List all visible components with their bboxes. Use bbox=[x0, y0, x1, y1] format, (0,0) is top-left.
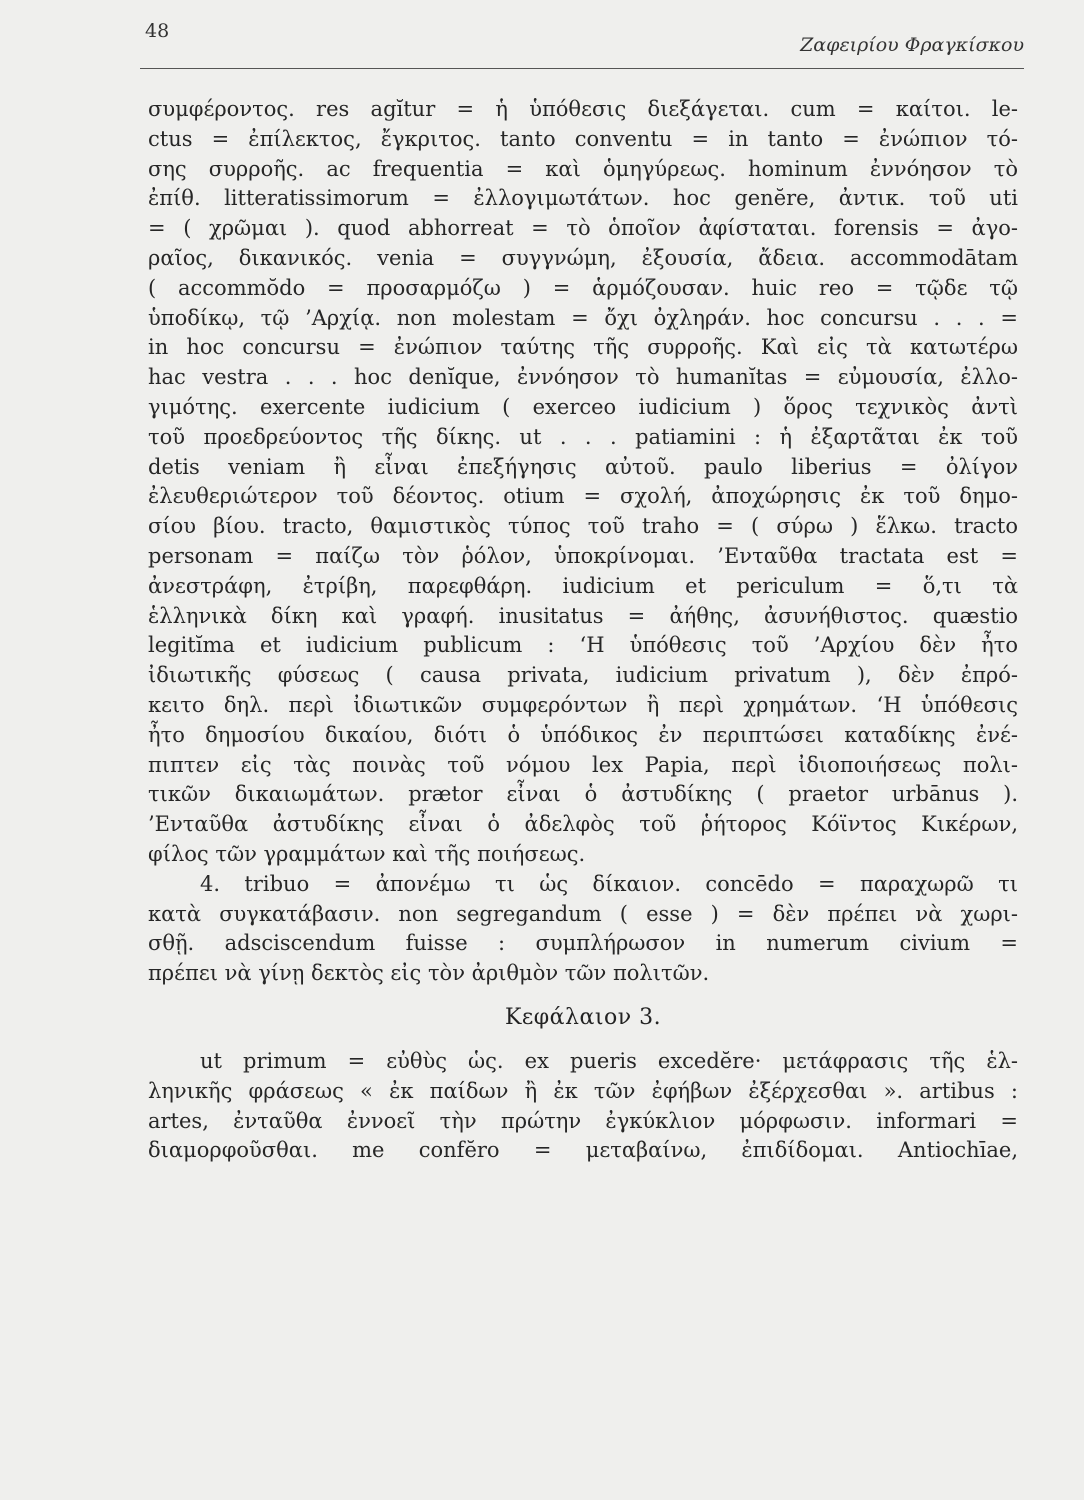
text-line: personam = παίζω τὸν ῥόλον, ὑποκρίνομαι. ’Ενταῦθα tractata est = bbox=[148, 543, 1018, 568]
text-line: διαμορφοῦσθαι. me confĕro = μεταβαίνω, ἐπιδίδομαι. Antiochīae, bbox=[148, 1138, 1018, 1163]
text-line: τικῶν δικαιωμάτων. prætor εἶναι ὁ ἀστυδίκης ( praetor urbānus ). bbox=[148, 782, 1018, 807]
text-line: ραῖος, δικανικός. venia = συγγνώμη, ἐξουσία, ἄδεια. accommodātam bbox=[148, 245, 1018, 270]
text-line: ut primum = εὐθὺς ὡς. ex pueris excedĕre· μετάφρασις τῆς ἑλ- bbox=[200, 1048, 1018, 1073]
text-line: ἐλευθεριώτερον τοῦ δέοντος. otium = σχολή, ἀποχώρησις ἐκ τοῦ δημο- bbox=[148, 484, 1018, 509]
text-line: = ( χρῶμαι ). quod abhorreat = τὸ ὁποῖον ἀφίσταται. forensis = ἀγο- bbox=[148, 216, 1018, 241]
text-line: ὑποδίκῳ, τῷ ’Αρχίᾳ. non molestam = ὄχι ὀχληράν. hoc concursu . . . = bbox=[148, 305, 1018, 330]
text-line: κατὰ συγκατάβασιν. non segregandum ( esse ) = δὲν πρέπει νὰ χωρι- bbox=[148, 901, 1018, 926]
page-body bbox=[148, 95, 1018, 1166]
section-heading: Κεφάλαιον 3. bbox=[504, 1004, 662, 1030]
text-line: σίου βίου. tracto, θαμιστικὸς τύπος τοῦ traho = ( σύρω ) ἕλκω. tracto bbox=[148, 514, 1018, 539]
text-line: ληνικῆς φράσεως « ἐκ παίδων ἢ ἐκ τῶν ἐφήβων ἐξέρχεσθαι ». artibus : bbox=[148, 1078, 1018, 1103]
text-line: συμφέροντος. res agĭtur = ἡ ὑπόθεσις διεξάγεται. cum = καίτοι. le- bbox=[148, 97, 1018, 121]
text-line: ἰδιωτικῆς φύσεως ( causa privata, iudicium privatum ), δὲν ἐπρό- bbox=[148, 663, 1018, 688]
text-line: πρέπει νὰ γίνῃ δεκτὸς εἰς τὸν ἀριθμὸν τῶν πολιτῶν. bbox=[148, 961, 710, 986]
text-line: legitĭma et iudicium publicum : ‘Η ὑπόθεσις τοῦ ’Αρχίου δὲν ἦτο bbox=[148, 633, 1018, 658]
text-line: ἑλληνικὰ δίκη καὶ γραφή. inusitatus = ἀήθης, ἀσυνήθιστος. quæstio bbox=[148, 603, 1018, 628]
text-line: detis veniam ἢ εἶναι ἐπεξήγησις αὐτοῦ. paulo liberius = ὀλίγον bbox=[148, 454, 1018, 479]
running-head: Ζαφειρίου Φραγκίσκου bbox=[800, 34, 1024, 56]
header-rule bbox=[140, 68, 1024, 69]
text-line: κειτο δηλ. περὶ ἰδιωτικῶν συμφερόντων ἢ περὶ χρημάτων. ‘Η ὑπόθεσις bbox=[148, 692, 1018, 717]
text-line: ἀνεστράφη, ἐτρίβη, παρεφθάρη. iudicium et periculum = ὅ,τι τὰ bbox=[148, 573, 1018, 598]
text-line: φίλος τῶν γραμμάτων καὶ τῆς ποιήσεως. bbox=[148, 841, 586, 866]
text-line: σης συρροῆς. ac frequentia = καὶ ὁμηγύρεως. hominum ἐννόησον τὸ bbox=[148, 156, 1018, 181]
text-line: γιμότης. exercente iudicium ( exerceo iudicium ) ὅρος τεχνικὸς ἀντὶ bbox=[148, 394, 1018, 419]
commentary-block-2 bbox=[148, 870, 1018, 989]
text-line: ctus = ἐπίλεκτος, ἔγκριτος. tanto conventu = in tanto = ἐνώπιον τό- bbox=[148, 126, 1018, 151]
text-line: ’Ενταῦθα ἀστυδίκης εἶναι ὁ ἀδελφὸς τοῦ ῥήτορος Κόϊντος Κικέρων, bbox=[148, 812, 1018, 837]
page-number: 48 bbox=[145, 20, 170, 42]
commentary-block-1 bbox=[148, 95, 1018, 870]
text-line: ( accommŏdo = προσαρμόζω ) = ἁρμόζουσαν. huic reo = τῷδε τῷ bbox=[148, 275, 1018, 300]
text-line: σθῇ. adsciscendum fuisse : συμπλήρωσον in numerum civium = bbox=[148, 931, 1018, 956]
text-line: ἐπίθ. litteratissimorum = ἐλλογιμωτάτων. hoc genĕre, ἀντικ. τοῦ uti bbox=[148, 186, 1018, 211]
text-line: in hoc concursu = ἐνώπιον ταύτης τῆς συρροῆς. Καὶ εἰς τὰ κατωτέρω bbox=[148, 335, 1018, 360]
text-line: τοῦ προεδρεύοντος τῆς δίκης. ut . . . patiamini : ἡ ἐξαρτᾶται ἐκ τοῦ bbox=[148, 424, 1018, 449]
commentary-block-3 bbox=[148, 1047, 1018, 1166]
page-header bbox=[140, 18, 1024, 68]
text-line: artes, ἐνταῦθα ἐννοεῖ τὴν πρώτην ἐγκύκλιον μόρφωσιν. informari = bbox=[148, 1108, 1018, 1133]
text-line: πιπτεν εἰς τὰς ποινὰς τοῦ νόμου lex Papia, περὶ ἰδιοποιήσεως πολι- bbox=[148, 752, 1018, 777]
text-line: hac vestra . . . hoc denĭque, ἐννόησον τὸ humanĭtas = εὐμουσία, ἐλλο- bbox=[148, 365, 1018, 390]
text-line: ἦτο δημοσίου δικαίου, διότι ὁ ὑπόδικος ἐν περιπτώσει καταδίκης ἐνέ- bbox=[148, 722, 1018, 747]
text-line: 4. tribuo = ἀπονέμω τι ὡς δίκαιον. concēdo = παραχωρῶ τι bbox=[200, 871, 1018, 896]
